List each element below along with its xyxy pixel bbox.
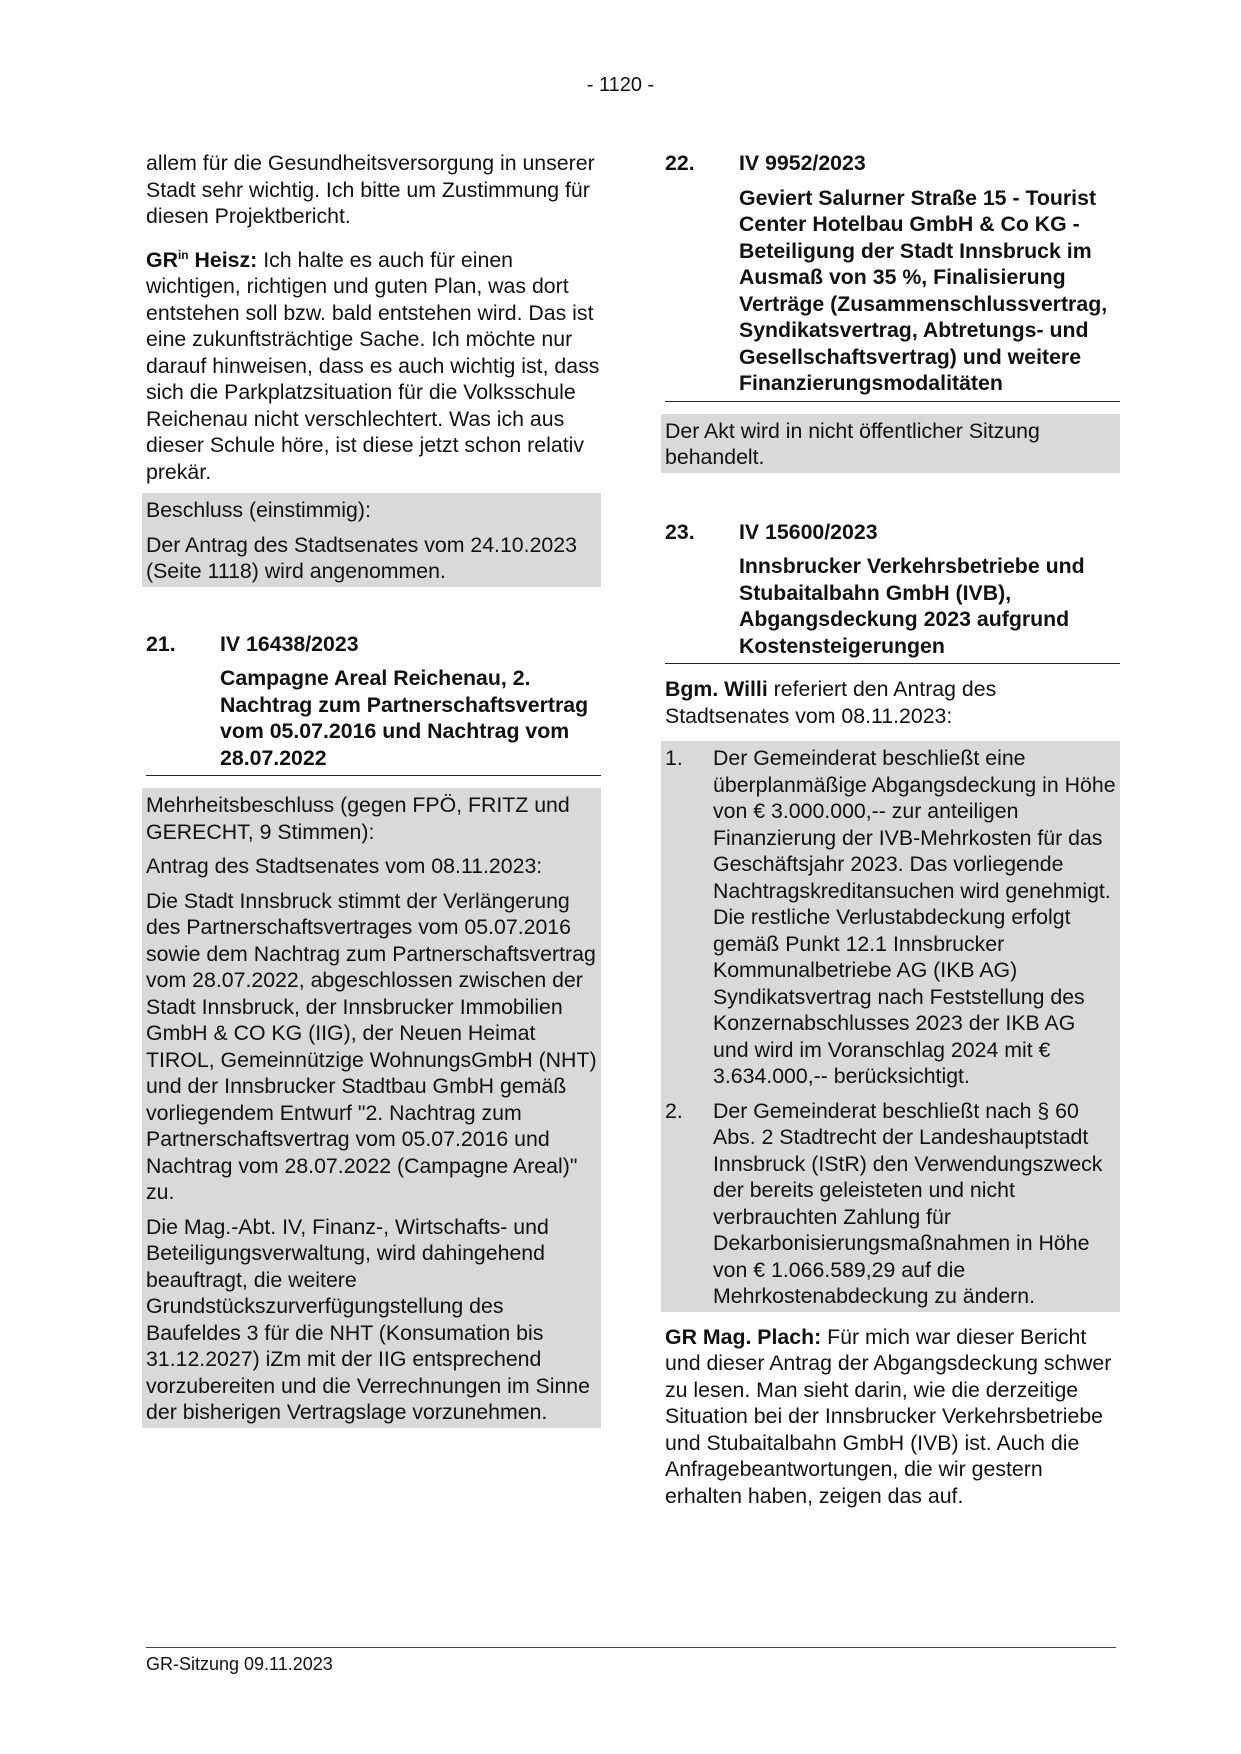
list-item-text: Der Gemeinderat beschließt eine überplanmäßige Abgangsdeckung in Höhe von € 3.000.000,-- zur anteiligen Finanzierung der IVB-Mehrkosten für das Geschäftsjahr 2023. Das vorliegende Nachtragskreditansuchen wird genehmigt. Die restliche Verlustabdeckung erfolgt gemäß Punkt 12.1 Innsbrucker Kommunalbetriebe AG (IKB AG) Syndikatsvertrag nach Feststellung des Konzernabschlusses 2023 der IKB AG und wird im Voranschlag 2024 mit € 3.634.000,-- berücksichtigt. — [713, 746, 1116, 1088]
item-22-title: Geviert Salurner Straße 15 - Tourist Center Hotelbau GmbH & Co KG - Beteiligung der Stadt Innsbruck im Ausmaß von 35 %, Finalisierung Verträge (Zusammenschlussvertrag, Syndikatsvertrag, Abtretungs- und Gesellschaftsvertrag) und weitere Finanzierungsmodalitäten — [739, 185, 1108, 395]
speaker-name: Bgm. Willi — [665, 677, 768, 701]
resolution-text: Der Antrag des Stadtsenates vom 24.10.2023 (Seite 1118) wird angenommen. — [146, 532, 577, 584]
continued-paragraph: allem für die Gesundheitsversorgung in unserer Stadt sehr wichtig. Ich bitte um Zustimmung für diesen Projektbericht. — [146, 151, 595, 228]
motion-heading: Antrag des Stadtsenates vom 08.11.2023: — [146, 854, 543, 879]
list-item-number: 1. — [665, 746, 683, 770]
non-public-text: Der Akt wird in nicht öffentlicher Sitzung behandelt. — [665, 418, 1040, 469]
list-item — [665, 1098, 1116, 1310]
speaker-name: GR Mag. Plach: — [665, 1324, 822, 1349]
right-column — [665, 150, 1120, 1521]
item-22-header — [665, 150, 1120, 177]
resolution-box — [142, 493, 601, 587]
item-reference: IV 9952/2023 — [739, 151, 866, 175]
speaker-text: Für mich war dieser Bericht und dieser Antrag der Abgangsdeckung schwer zu lesen. Man sieht darin, wie die derzeitige Situation bei der Innsbrucker Verkehrsbetriebe und Stubaitalbahn GmbH (IVB) ist. Auch die Anfragebeantwortungen, die wir gestern erhalten haben, zeigen das auf. — [665, 1324, 1112, 1508]
speaker-willi-paragraph — [665, 676, 1120, 729]
motion-list-box — [661, 741, 1120, 1312]
motion-text-2: Die Mag.-Abt. IV, Finanz-, Wirtschafts- und Beteiligungsverwaltung, wird dahingehend beauftragt, die weitere Grundstückszurverfügungstellung des Baufeldes 3 für die NHT (Konsumation bis 31.12.2027) iZm mit der IIG entsprechend vorzubereiten und die Verrechnungen im Sinne der bisherigen Vertragslage vorzunehmen. — [146, 1214, 590, 1425]
footer-session-date: GR-Sitzung 09.11.2023 — [146, 1654, 333, 1674]
list-item-text: Der Gemeinderat beschließt nach § 60 Abs. 2 Stadtrecht der Landeshauptstadt Innsbruck (IStR) den Verwendungszweck der bereits geleisteten und nicht verbrauchten Zahlung für Dekarbonisierungsmaßnahmen in Höhe von € 1.066.589,29 auf die Mehrkostenabdeckung zu ändern. — [713, 1098, 1103, 1308]
list-item-number: 2. — [665, 1098, 683, 1123]
motion-text-1: Die Stadt Innsbruck stimmt der Verlängerung des Partnerschaftsvertrages vom 05.07.2016 sowie dem Nachtrag zum Partnerschaftsvertrag vom 28.07.2022, abgeschlossen zwischen der Stadt Innsbruck, der Innsbrucker Immobilien GmbH & CO KG (IIG), der Neuen Heimat TIROL, Gemeinnützige WohnungsGmbH (NHT) und der Innsbrucker Stadtbau GmbH gemäß vorliegendem Entwurf "2. Nachtrag zum Partnerschaftsvertrag vom 05.07.2016 und Nachtrag vom 28.07.2022 (Campagne Areal)" zu. — [146, 888, 597, 1205]
speaker-text: Ich halte es auch für einen wichtigen, richtigen und guten Plan, was dort entstehen soll bzw. bald entstehen wird. Das ist eine zukunftsträchtige Sache. Ich möchte nur darauf hinweisen, dass es auch wichtig ist, dass sich die Parkplatzsituation für die Volksschule Reichenau nicht verschlechtert. Was ich aus dieser Schule höre, ist diese jetzt schon relativ prekär. — [146, 247, 600, 484]
item-23-title: Innsbrucker Verkehrsbetriebe und Stubaitalbahn GmbH (IVB), Abgangsdeckung 2023 aufgrund Kostensteigerungen — [739, 554, 1085, 658]
item-21-header — [146, 631, 601, 658]
item-reference: IV 15600/2023 — [739, 519, 878, 544]
speaker-text: referiert den Antrag des Stadtsenates vom 08.11.2023: — [665, 677, 997, 728]
speaker-plach-paragraph — [665, 1324, 1120, 1510]
page-number: - 1120 - — [586, 74, 655, 96]
majority-resolution: Mehrheitsbeschluss (gegen FPÖ, FRITZ und GERECHT, 9 Stimmen): — [146, 793, 570, 844]
list-item — [665, 745, 1116, 1090]
decision-box — [142, 788, 601, 1428]
non-public-box — [661, 414, 1120, 473]
left-column — [146, 150, 601, 1428]
speaker-name: $GR^{in}$ Heisz: — [146, 247, 258, 272]
item-21-title: Campagne Areal Reichenau, 2. Nachtrag zum Partnerschaftsvertrag vom 05.07.2016 und Nachtrag vom 28.07.2022 — [220, 666, 589, 770]
item-reference: IV 16438/2023 — [220, 631, 359, 656]
item-number: 21. — [146, 631, 176, 656]
item-number: 22. — [665, 151, 695, 175]
item-23-header — [665, 519, 1120, 546]
footer-divider — [146, 1647, 1116, 1648]
speaker-heisz-paragraph — [146, 242, 601, 486]
item-number: 23. — [665, 519, 695, 544]
resolution-label: Beschluss (einstimmig): — [146, 498, 371, 523]
